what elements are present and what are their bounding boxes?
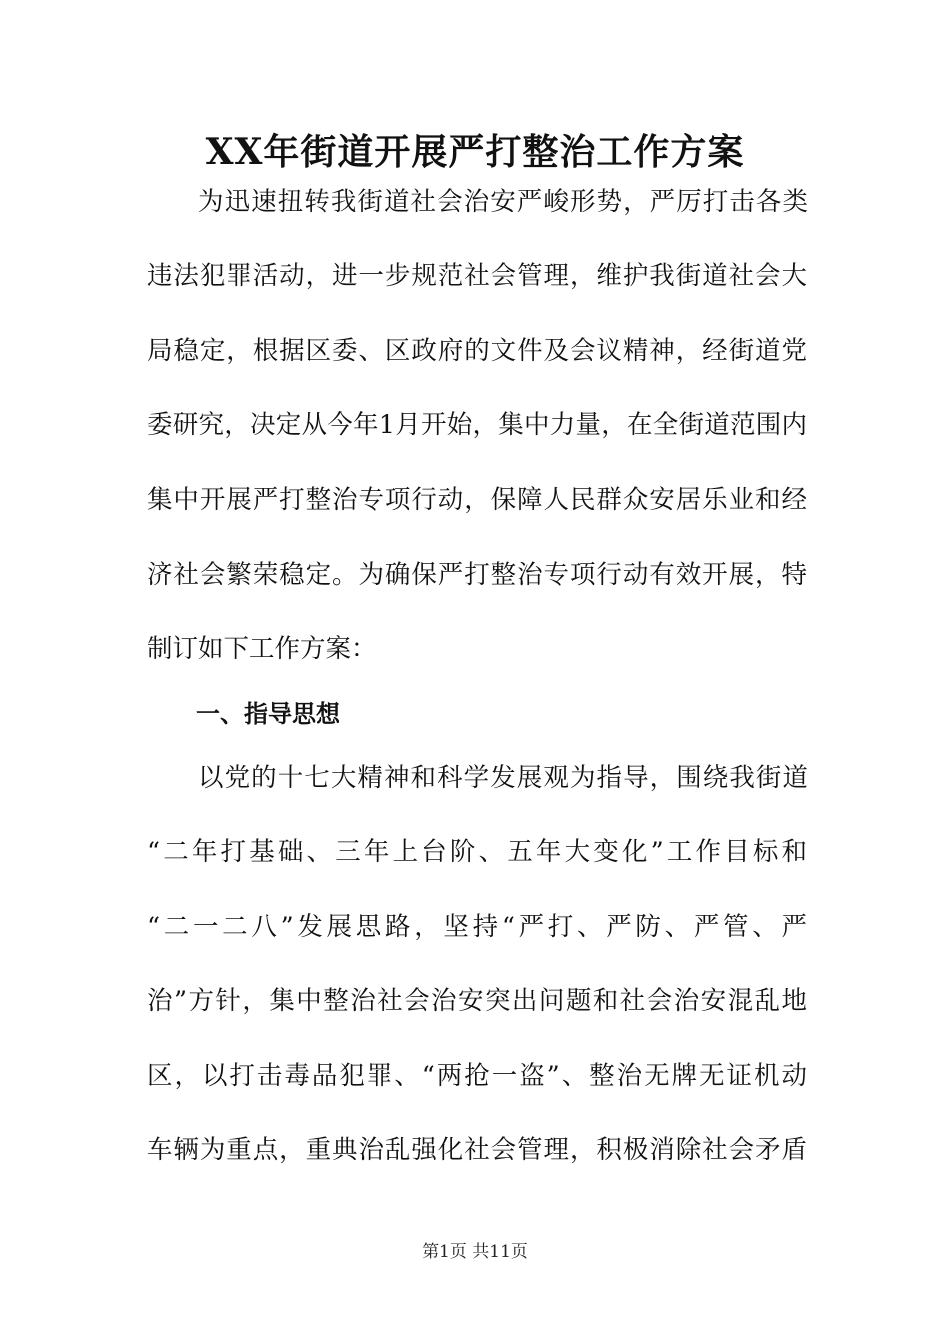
text-line: 治”方针，集中整治社会治安突出问题和社会治安混乱地 (147, 986, 807, 1016)
text-line: 为迅速扭转我街道社会治安严峻形势，严厉打击各类 (198, 187, 808, 217)
text-line: “二年打基础、三年上台阶、五年大变化”工作目标和 (147, 837, 807, 867)
text-line: 局稳定，根据区委、区政府的文件及会议精神，经街道党 (147, 336, 807, 366)
text-line: “二一二八”发展思路，坚持“严打、严防、严管、严 (147, 912, 807, 942)
text-line: 集中开展严打整治专项行动，保障人民群众安居乐业和经 (147, 485, 807, 515)
page-number: 第1页 共11页 (422, 1242, 528, 1262)
text-line: 区，以打击毒品犯罪、“两抢一盗”、整治无牌无证机动 (147, 1061, 807, 1091)
text-line: 制订如下工作方案： (147, 634, 377, 664)
text-line: 违法犯罪活动，进一步规范社会管理，维护我街道社会大 (147, 261, 807, 291)
text-line: 以党的十七大精神和科学发展观为指导，围绕我街道 (198, 763, 808, 793)
document-title: XX年街道开展严打整治工作方案 (205, 131, 745, 173)
section-heading: 一、指导思想 (196, 700, 340, 728)
text-line: 车辆为重点，重典治乱强化社会管理，积极消除社会矛盾 (147, 1135, 807, 1165)
text-line: 济社会繁荣稳定。为确保严打整治专项行动有效开展，特 (147, 560, 807, 590)
text-line: 委研究，决定从今年1月开始，集中力量，在全街道范围内 (147, 410, 807, 440)
